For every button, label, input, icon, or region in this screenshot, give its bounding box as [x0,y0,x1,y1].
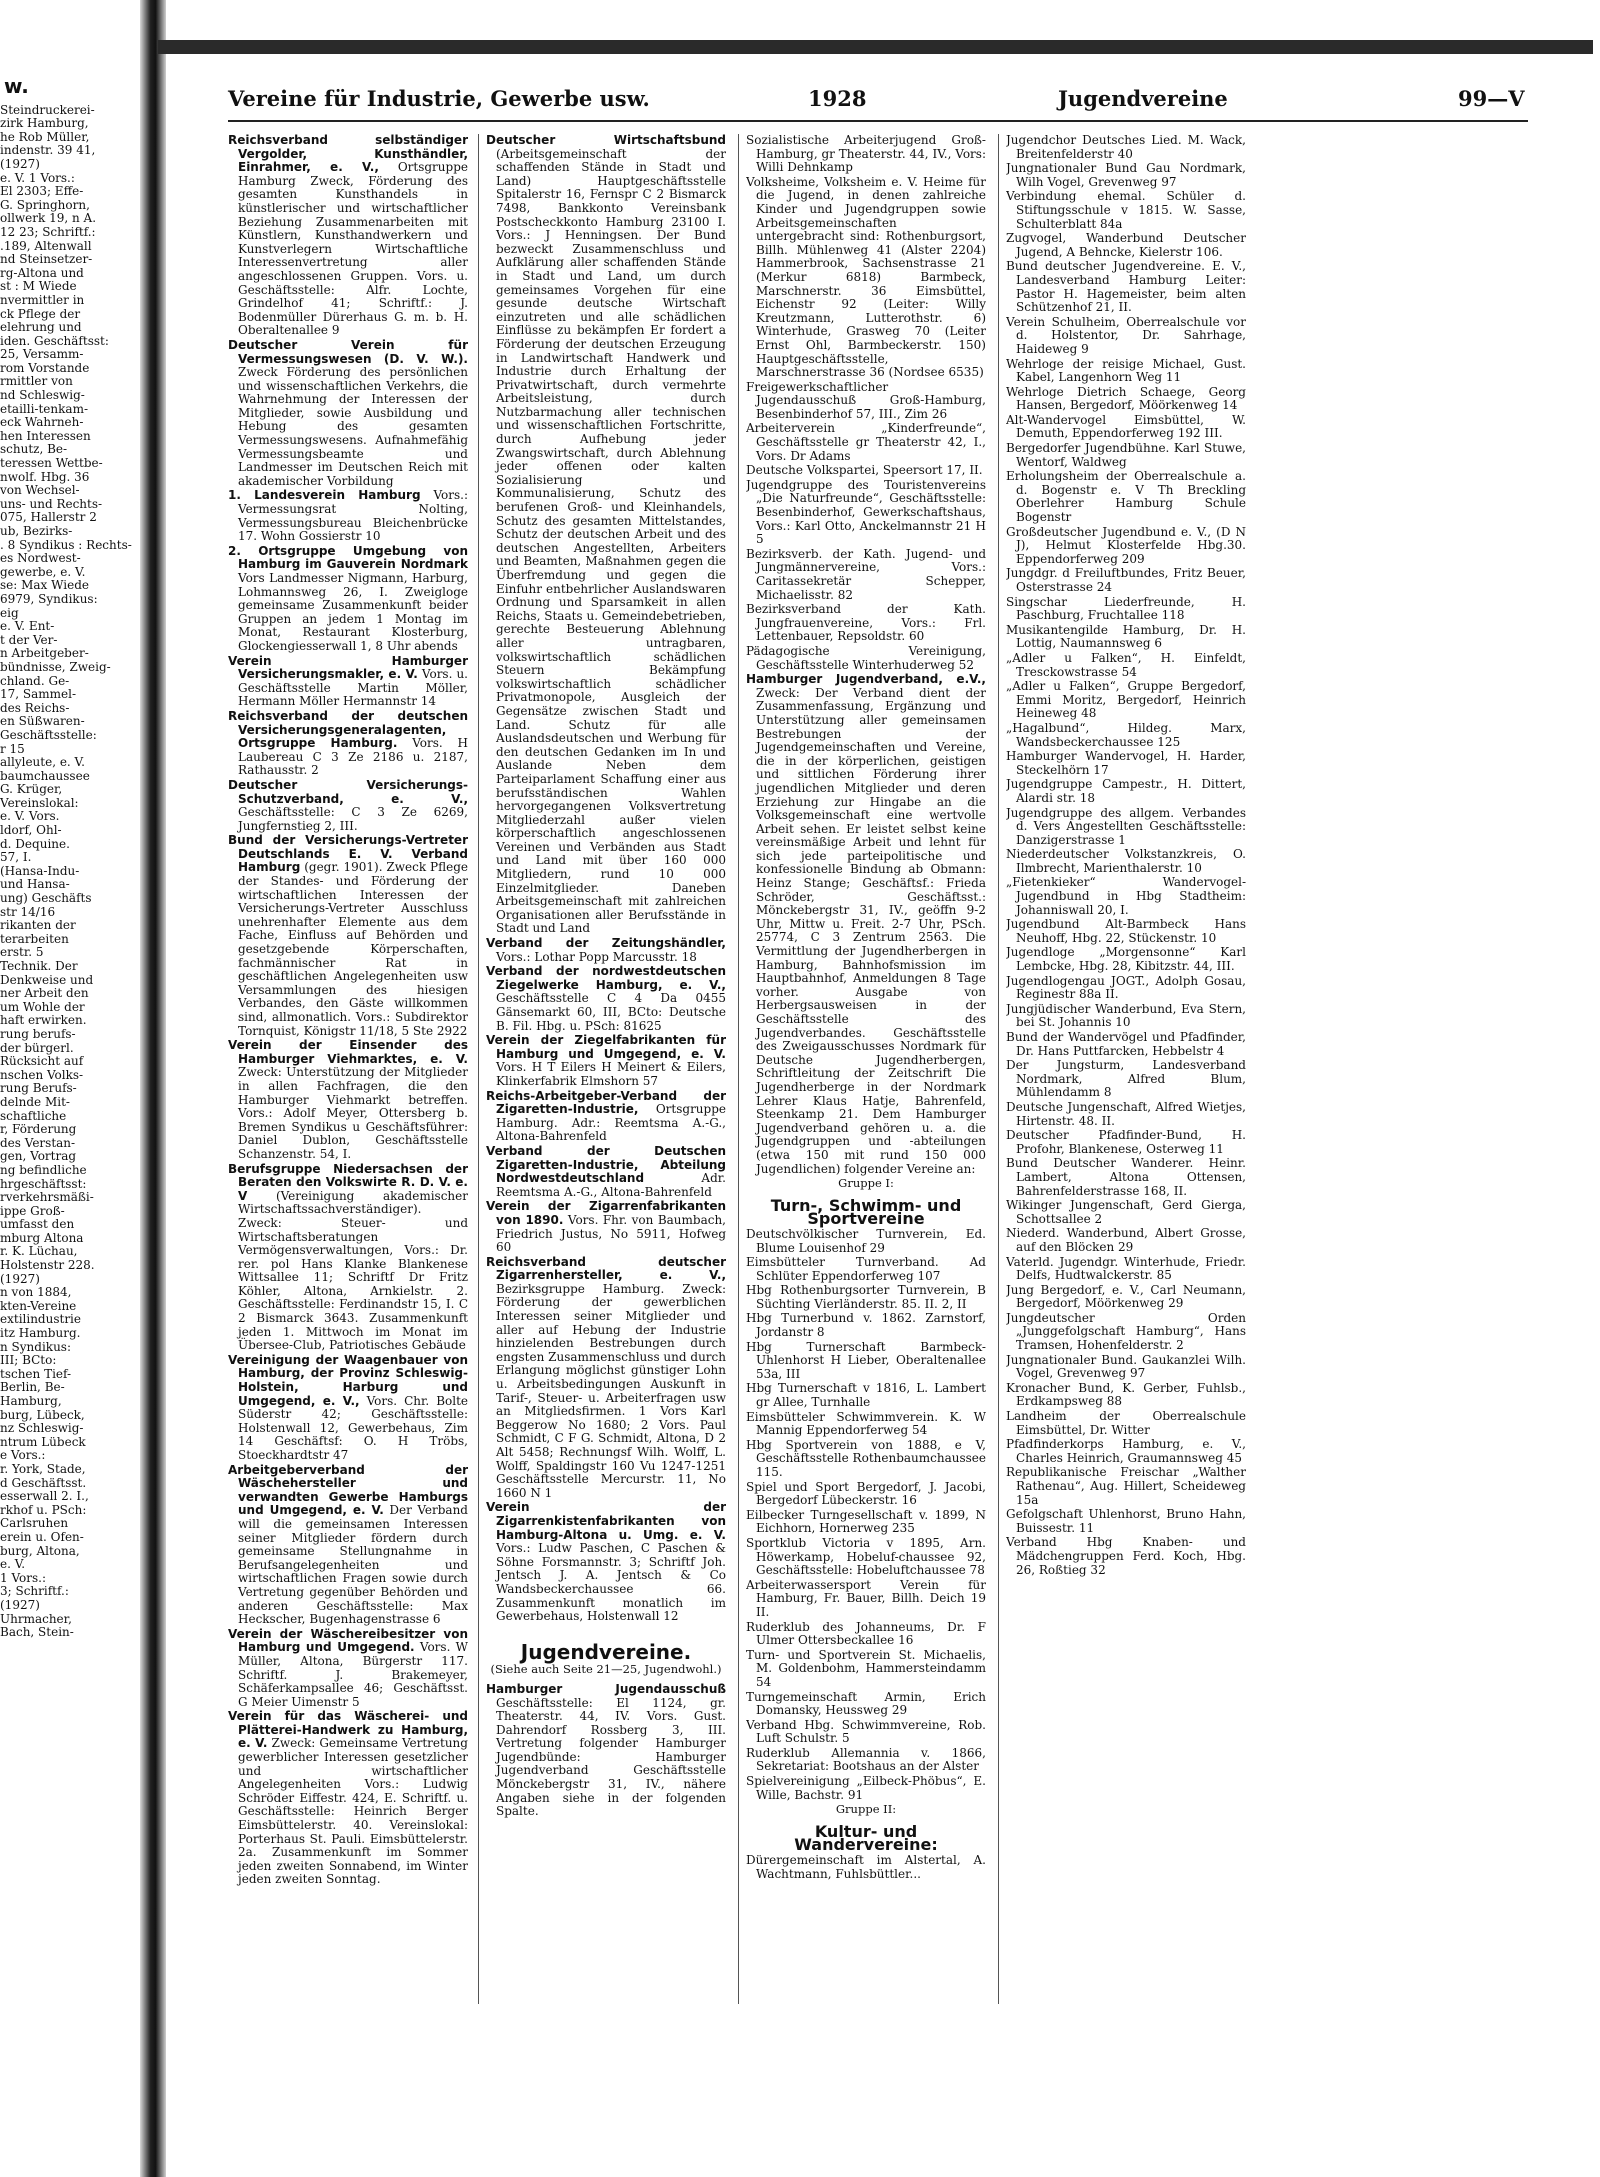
directory-entry: Gefolgschaft Uhlenhorst, Bruno Hahn, Buissestr. 11 [1006,1507,1246,1535]
previous-page-line: rom Vorstande [0,360,90,375]
directory-entry: Landheim der Oberrealschule Eimsbüttel, Dr. Witter [1006,1409,1246,1437]
previous-page-line: ippe Groß- [0,1203,65,1218]
previous-page-line: schaftliche [0,1108,67,1123]
entry-name: Verein der Zigarrenfabrikanten von 1890. [486,1199,726,1227]
previous-page-line: rikanten der [0,918,76,933]
column-2 [486,134,726,2014]
column-3 [746,134,986,2014]
previous-page-line: es Nordwest- [0,551,81,566]
directory-entry [228,655,468,709]
entry-name: 1. Landesverein Hamburg [228,488,421,503]
previous-page-line: der bürgerl. [0,1040,74,1055]
previous-page-line: baumchaussee [0,768,90,783]
previous-page-line: e. V. Vors. [0,809,60,824]
previous-page-line: bündnisse, Zweig- [0,659,111,674]
entry-text: Vors. u. Geschäftsstelle Martin Möller, Hermann Möller Hermannstr 14 [238,667,468,709]
directory-entry [486,1501,726,1623]
previous-page-line: (1927) [0,1597,40,1612]
previous-page-line: umfasst den [0,1217,75,1232]
directory-entry: Arbeiterwassersport Verein für Hamburg, Fr. Bauer, Billh. Deich 19 II. [746,1577,986,1619]
previous-page-line: teressen Wettbe- [0,456,103,471]
previous-page-line: von Wechsel- [0,483,80,498]
previous-page-line: d. Dequine. [0,836,70,851]
section-title: Jugendvereine. [520,1639,692,1664]
previous-page-line: Geschäftsstelle: [0,727,97,742]
directory-entry: Großdeutscher Jugendbund e. V., (D N J), Helmut Klosterfelde Hbg.30. Eppendorferweg 209 [1006,524,1246,566]
previous-page-line: nwolf. Hbg. 36 [0,469,90,484]
directory-entry: Singschar Liederfreunde, H. Paschburg, Fruchtallee 118 [1006,594,1246,623]
directory-entry: Verband Hbg Knaben- und Mädchengruppen Ferd. Koch, Hbg. 26, Roßtieg 32 [1006,1535,1246,1577]
entry-text: Vors.: Ludw Paschen, C Paschen & Söhne Forsmannstr. 3; Schriftf Joh. Jentsch J. A. Jentsch & Co Wandsbeckerchaussee 66. Zusammenkunft monatlich im Gewerbehaus, Holstenwall 12 [496,1541,726,1624]
directory-entry: Kronacher Bund, K. Gerber, Fuhlsb., Erdkampsweg 88 [1006,1380,1246,1409]
directory-entry [746,645,986,672]
previous-page-line: nvermittler in [0,292,85,307]
previous-page-line: zirk Hamburg, [0,116,89,131]
previous-page-line: Vereinslokal: [0,795,79,810]
entry-name: Verein der Einsender des Hamburger Viehmarktes, e. V. [228,1038,468,1066]
entry-name: Reichsverband selbständiger Vergolder, Kunsthändler, Einrahmer, e. V., [228,134,468,175]
entry-name: Bund der Versicherungs-Vertreter Deutschlands E. V. Verband Hamburg [228,833,468,875]
directory-entry [486,937,726,964]
directory-entry: Jungjüdischer Wanderbund, Eva Stern, bei St. Johannis 10 [1006,1001,1246,1030]
directory-entry: Eimsbütteler Turnverband. Ad Schlüter Eppendorferweg 107 [746,1255,986,1283]
directory-entry [486,1145,726,1199]
previous-page-line: terarbeiten [0,931,69,946]
directory-entry [486,1090,726,1144]
previous-page-line: delnde Mit- [0,1094,70,1109]
previous-page-line: des Verstan- [0,1135,76,1150]
group-label: Gruppe II: [835,1802,897,1817]
previous-page-line: um Wohle der [0,999,85,1014]
page-header [168,86,1578,120]
directory-entry: Deutsche Jungenschaft, Alfred Wietjes, Hirtenstr. 48. II. [1006,1099,1246,1128]
previous-page-line: iden. Geschäftsst: [0,333,109,348]
previous-page-line: 17, Sammel- [0,687,77,702]
directory-entry [228,545,468,654]
previous-page-line: r. York, Stade, [0,1461,86,1476]
previous-page-line: e. V. Ent- [0,619,55,634]
directory-entry: Spielvereinigung „Eilbeck-Phöbus“, E. Wille, Bachstr. 91 [746,1774,986,1802]
directory-entry [228,1710,468,1887]
directory-entry: Bund der Wandervögel und Pfadfinder, Dr. Hans Puttfarcken, Hebbelstr 4 [1006,1030,1246,1058]
previous-page-line: allyleute, e. V. [0,755,85,770]
entry-name: Verband der Zeitungshändler, [486,936,726,951]
entry-text: Zweck: Der Verband dient der Zusammenfassung, Ergänzung und Unterstützung aller gemeinsamen Bestrebungen der Jugendgemeinschaften und Vereine, die in der körperlichen, geistigen und sittlichen Förderung ihrer jugendlichen Mitglieder und deren Erziehung zur Hingabe an die Volksgemeinschaft eine wertvolle Arbeit sehen. Er leistet selbst keine vereinsmäßige Arbeit und lehnt für sich jede parteipolitische und konfessionelle Bindung ab Obmann: Heinz Stange; Geschäftsf.: Frieda Schröder, Geschäftsst.: Mönckebergstr 31, IV., geöffn 9-2 Uhr, Mittw u. Freit. 2-7 Uhr, PSch. 25774, C 3 Zentrum 2563. Die Vermittlung der Jugendherbergen in Hamburg, Bahnhofsmission im Hauptbahnhof, Anmeldungen 8 Tage vorher. Ausgabe von Herbergsausweisen in der Geschäftsstelle des Jugendverbandes. Geschäftsstelle des Zweigausschusses Nordmark für Deutsche Jugendherbergen, Schriftleitung der Zeitschrift Die Jugendherberge in der Nordmark Lehrer Klaus Hatje, Bahrenfeld, Steenkamp 21. Dem Hamburger Jugendverband gehören u. a. die Jugendgruppen und -abteilungen (etwa 150 mit rund 150 000 Jugendlichen) folgender Vereine an: [756,685,986,1176]
entry-name: Reichs-Arbeitgeber-Verband der Zigaretten-Industrie, [486,1088,726,1117]
directory-entry: Jung Bergedorf, e. V., Carl Neumann, Bergedorf, Möörkenweg 29 [1006,1282,1246,1311]
directory-entry [746,479,986,547]
entry-name: Hamburger Jugendausschuß [486,1681,726,1696]
previous-page-line: 57, I. [0,850,32,865]
previous-page-text [0,60,142,1640]
entry-name: Verein Hamburger Versicherungsmakler, e. V. [228,653,468,682]
directory-entry: Wikinger Jungenschaft, Gerd Gierga, Schottsallee 2 [1006,1198,1246,1226]
group-title: Kultur- und Wandervereine: [794,1821,938,1855]
previous-page-line: st : M Wiede [0,279,77,294]
group-title: Turn-, Schwimm- und Sportvereine [770,1195,962,1229]
entry-name: Reichsverband der deutschen Versicherungsgeneralagenten, Ortsgruppe Hamburg. [228,708,468,751]
header-running-title: Jugendvereine [1058,86,1228,111]
directory-entry: Jungnationaler Bund. Gaukanzlei Wilh. Vogel, Grevenweg 97 [1006,1352,1246,1381]
previous-page-line: ldorf, Ohl- [0,823,62,838]
previous-page-line: III; BCto: [0,1353,57,1368]
directory-entry: Jungdgr. d Freiluftbundes, Fritz Beuer, Osterstrasse 24 [1006,566,1246,594]
directory-entry [228,1039,468,1161]
entry-text: Bezirksverband der Kath. Jungfrauenvereine, Vors.: Frl. Lettenbauer, Repsoldstr. 60 [746,602,986,644]
directory-entry: Wehrloge der reisige Michael, Gust. Kabel, Langenhorn Weg 11 [1006,356,1246,385]
previous-page-line: und Hansa- [0,877,70,892]
previous-page-line: r 15 [0,741,25,756]
previous-page-line: 075, Hallerstr 2 [0,510,97,525]
previous-page-line: .189, Altenwall [0,238,92,253]
previous-page-line: tschen Tief- [0,1366,72,1381]
directory-entry [746,381,986,422]
previous-page-line: 3; Schriftf.: [0,1584,69,1599]
entry-text: Deutsche Volkspartei, Speersort 17, II. [746,463,983,478]
directory-entry: Jugendgruppe Campestr., H. Dittert, Alardi str. 18 [1006,777,1246,805]
book-gutter [140,0,166,2177]
previous-page-line: rkhof u. PSch: [0,1502,87,1517]
entry-text: Vors. W Müller, Altona, Bürgerstr 117. Schriftf. J. Brakemeyer, Schäferkampsallee 46; Geschäftsst. G Meier Uimenstr 5 [238,1640,468,1709]
previous-page-line: r. K. Lüchau, [0,1244,78,1259]
directory-entry: Vaterld. Jugendgr. Winterhude, Friedr. Delfs, Hudtwalckerstr. 85 [1006,1254,1246,1283]
directory-entry: Turngemeinschaft Armin, Erich Domansky, Heussweg 29 [746,1689,986,1718]
entry-text: Ortsgruppe Hamburg Zweck, Förderung des gesamten Kunsthandels in künstlerischer und wirtschaftlicher Beziehung Zusammenarbeiten mit Künstlern, Kunsthandwerkern und Kunstverlegern Wirtschaftliche Interessenvertretung aller angeschlossenen Gruppen. Vors. u. Geschäftsstelle: Alfr. Lochte, Grindelhof 41; Schriftf.: J. Bodenmüller Dürerhaus G. m. b. H. Oberaltenallee 9 [238,160,468,338]
previous-page-line: uns- und Rechts- [0,496,103,511]
entry-text: Arbeiterverein „Kinderfreunde“, Geschäftsstelle gr Theaterstr 42, I., Vors. Dr Adams [746,421,986,463]
previous-page-line: en Süßwaren- [0,714,85,729]
previous-page-line: mburg Altona [0,1230,84,1245]
directory-entry: Jugendlogengau JOGT., Adolph Gosau, Reginestr 88a II. [1006,973,1246,1002]
previous-page-line: rung Berufs- [0,1081,77,1096]
directory-entry: Eimsbütteler Schwimmverein. K. W Mannig Eppendorferweg 54 [746,1409,986,1438]
directory-entry: Bund deutscher Jugendvereine. E. V., Landesverband Hamburg Leiter: Pastor H. Hagemeister, beim alten Schützenhof 21, II. [1006,259,1246,315]
header-rule [228,120,1528,122]
previous-page-line: nschen Volks- [0,1067,84,1082]
previous-page-line: nd Steinsetzer- [0,252,93,267]
previous-page-line: n Arbeitgeber- [0,646,89,661]
entry-name: Verein für das Wäscherei- und Plätterei-Handwerk zu Hamburg, e. V. [228,1709,468,1751]
directory-entry: Hbg Turnerschaft Barmbeck-Uhlenhorst H Lieber, Oberaltenallee 53a, III [746,1339,986,1381]
section-subtitle: (Siehe auch Seite 21—25, Jugendwohl.) [490,1662,722,1677]
directory-entry: Bund Deutscher Wanderer. Heinr. Lambert, Altona Ottensen, Bahrenfelderstrasse 168, II. [1006,1156,1246,1198]
previous-page-line: Bach, Stein- [0,1625,74,1640]
previous-page-fragment [0,60,142,2120]
directory-entry: Pfadfinderkorps Hamburg, e. V., Charles Heinrich, Graumannsweg 45 [1006,1437,1246,1465]
directory-entry: Musikantengilde Hamburg, Dr. H. Lottig, Naumannsweg 6 [1006,622,1246,651]
entry-text: (gegr. 1901). Zweck Pflege der Standes- und Förderung der wirtschaftlichen Interessen der Versicherungs-Vertreter Ausschluss unehrenhafter Elemente aus dem Fache, Einfluss auf Behörden und gesetzgebende Körperschaften, fachmännischer Rat in geschäftlichen Angelegenheiten usw Versammlungen des hiesigen Verbandes, den Gäste willkommen sind, allmonatlich. Vors.: Subdirektor Tornquist, Königstr 11/18, 5 Ste 2922 [238,860,468,1038]
directory-entry: Sportklub Victoria v 1895, Arn. Höwerkamp, Hobeluf-chaussee 92, Geschäftsstelle: Hobeluftchaussee 78 [746,1535,986,1578]
previous-page-line: indenstr. 39 41, [0,143,96,158]
entry-name: Verein der Zigarrenkistenfabrikanten von Hamburg-Altona u. Umg. e. V. [486,1500,726,1542]
previous-page-line: Denkweise und [0,972,94,987]
directory-entry: Wehrloge Dietrich Schaege, Georg Hansen, Bergedorf, Möörkenweg 14 [1006,384,1246,413]
previous-page-line: ung) Geschäfts [0,891,92,906]
directory-entry [486,1683,726,1819]
entry-text: Sozialistische Arbeiterjugend Groß-Hamburg, gr Theaterstr. 44, IV., Vors: Willi Dehnkamp [746,134,986,175]
entry-text: Vors.: Vermessungsrat Nolting, Vermessungsbureau Bleichenbrücke 17. Wohn Gossierstr 10 [238,488,468,544]
column-divider [738,134,739,2004]
previous-page-line: kten-Vereine [0,1298,77,1313]
previous-page-header: w. [4,74,29,98]
directory-entry: Jugendchor Deutsches Lied. M. Wack, Breitenfelderstr 40 [1006,134,1246,161]
directory-entry: Deutscher Pfadfinder-Bund, H. Profohr, Blankenese, Osterweg 11 [1006,1128,1246,1156]
group-label: Gruppe I: [838,1176,894,1191]
directory-entry: Hbg Turnerschaft v 1816, L. Lambert gr Allee, Turnhalle [746,1381,986,1410]
directory-entry: Niederd. Wanderbund, Albert Grosse, auf den Blöcken 29 [1006,1226,1246,1254]
previous-page-line: ntrum Lübeck [0,1434,86,1449]
entry-text: Vors. H T Eilers H Meinert & Eilers, Klinkerfabrik Elmshorn 57 [496,1060,726,1088]
previous-page-line: hen Interessen [0,428,91,443]
directory-entry: Jungdeutscher Orden „Junggefolgschaft Hamburg“, Hans Tramsen, Hohenfelderstr. 2 [1006,1310,1246,1353]
entry-text: Geschäftsstelle: C 3 Ze 6269, Jungfernstieg 2, III. [238,805,468,833]
directory-entry [228,1354,468,1463]
previous-page-line: etailli-tenkam- [0,401,88,416]
directory-entry: Spiel und Sport Bergedorf, J. Jacobi, Bergedorf Lübeckerstr. 16 [746,1479,986,1508]
previous-page-line: gewerbe, e. V. [0,564,86,579]
previous-page-line: Berlin, Be- [0,1380,65,1395]
previous-page-line: esserwall 2. I., [0,1489,89,1504]
entry-text: Vors. H Laubereau C 3 Ze 2186 u. 2187, Rathausstr. 2 [238,736,468,778]
directory-entry: Verbindung ehemal. Schüler d. Stiftungsschule v 1815. W. Sasse, Schulterblatt 84a [1006,189,1246,231]
entry-name: Berufsgruppe Niedersachsen der Beraten den Volkswirte R. D. V. e. V [228,1161,468,1203]
previous-page-line: eig [0,605,19,620]
header-section-title: Vereine für Industrie, Gewerbe usw. [228,86,650,111]
entry-text: Geschäftsstelle: El 1124, gr. Theaterstr. 44, IV. Vors. Gust. Dahrendorf Rossberg 3, III. Vertretung folgender Hamburger Jugendbünde: Hamburger Jugendverband Geschäftsstelle Mönckebergstr 31, IV., nähere Angaben siehe in der folgenden Spalte. [496,1695,726,1819]
previous-page-line: itz Hamburg. [0,1326,81,1341]
previous-page-line: haft erwirken. [0,1013,87,1028]
entry-name: Verband der Deutschen Zigaretten-Industrie, Abteilung Nordwestdeutschland [486,1143,726,1186]
previous-page-line: rg-Altona und [0,265,84,280]
entry-text: Bezirksgruppe Hamburg. Zweck: Förderung der gewerblichen Interessen seiner Mitglieder und aller auf Hebung der Industrie hinzielenden Bestrebungen durch engsten Zusammenschluss und durch Erlangung möglichst günstiger Lohn u. Arbeitsbedingungen Auskunft in Tarif-, Steuer- u. Arbeiterfragen usw an Mitgliedsfirmen. 1 Vors Karl Beggerow No 1680; 2 Vors. Paul Schmidt, C F G. Schmidt, Altona, D 2 Alt 5458; Rechnungsf Wilh. Wolff, L. Wolff, Spaldingstr 160 Vu 1247-1251 Geschäftsstelle Mercurstr. 11, No 1660 N 1 [496,1281,726,1500]
directory-entry: Zugvogel, Wanderbund Deutscher Jugend, A Behncke, Kielerstr 106. [1006,231,1246,259]
previous-page-line: n von 1884, [0,1285,72,1300]
previous-page-line: hrgeschäftsst: [0,1176,87,1191]
directory-entry [746,548,986,602]
previous-page-line: des Reichs- [0,700,70,715]
previous-page-line: ner Arbeit den [0,986,89,1001]
previous-page-line: r, Förderung [0,1122,77,1137]
previous-page-line: d Geschäftsst. [0,1475,87,1490]
entry-name: Deutscher Wirtschaftsbund [486,134,726,147]
entry-text: Der Verband will die gemeinsamen Interessen seiner Mitglieder fördern durch gemeinsame Stellungnahme in Berufsangelegenheiten und wirtschaftlichen Fragen sowie durch Vertretung gegenüber Behörden und anderen Geschäftsstelle: Max Heckscher, Bugenhagenstrasse 6 [238,1503,468,1627]
previous-page-line: (Hansa-Indu- [0,863,80,878]
previous-page-line: schutz, Be- [0,442,68,457]
directory-entry: Republikanische Freischar „Walther Rathenau“, Aug. Hillert, Scheideweg 15a [1006,1465,1246,1507]
directory-entry [486,1256,726,1501]
entry-text: Vors. Chr. Bolte Süderstr 42; Geschäftsstelle: Holstenwall 12, Gewerbehaus, Zim 14 Geschäftsf: O. H Tröbs, Stoeckhardtstr 47 [238,1393,468,1462]
directory-entry [486,1200,726,1254]
directory-entry [228,710,468,778]
directory-entry: Hamburger Wandervogel, H. Harder, Steckelhörn 17 [1006,749,1246,777]
entry-text: Pädagogische Vereinigung, Geschäftsstelle Winterhuderweg 52 [746,643,986,672]
directory-entry: Verein Schulheim, Oberrealschule vor d. Holstentor, Dr. Sahrhage, Haideweg 9 [1006,314,1246,356]
previous-page-line: 6979, Syndikus: [0,591,98,606]
previous-page-line: (1927) [0,1271,40,1286]
previous-page-line: ollwerk 19, n A. [0,211,97,226]
directory-entry: Ruderklub Allemannia v. 1866, Sekretariat: Bootshaus an der Alster [746,1745,986,1774]
directory-entry: Turn- und Sportverein St. Michaelis, M. Goldenbohm, Hammersteindamm 54 [746,1647,986,1689]
entry-text: (Vereinigung akademischer Wirtschaftssachverständiger). Zweck: Steuer- und Wirtschaftsberatungen Vermögensverwaltungen, Vors.: Dr. rer. pol Hans Klanke Blankenese Wittsallee 11; Schriftf Dr Fritz Köhler, Altona, Arnkielstr. 2. Geschäftsstelle: Ferdinandstr 15, I. C 2 Bismarck 3643. Zusammenkunft jeden 1. Mittwoch im Monat im Übersee-Club, Patriotisches Gebäude [238,1188,468,1353]
directory-entry: Eilbecker Turngesellschaft v. 1899, N Eichhorn, Hornerweg 235 [746,1507,986,1536]
previous-page-line: ck Pflege der [0,306,81,321]
previous-page-line: Rücksicht auf [0,1054,84,1069]
previous-page-line: nd Schleswig- [0,388,85,403]
entry-text: Geschäftsstelle C 4 Da 0455 Gänsemarkt 60, III, BCto: Deutsche B. Fil. Hbg. u. PSch: 81625 [496,991,726,1033]
previous-page-line: Hamburg, [0,1394,62,1408]
directory-entry: Hbg Sportverein von 1888, e V, Geschäftsstelle Rothenbaumchaussee 115. [746,1437,986,1479]
previous-page-line: Holstenstr 228. [0,1258,95,1273]
directory-entry [228,834,468,1038]
previous-page-line: ng befindliche [0,1162,87,1177]
directory-entry: Jugendbund Alt-Barmbeck Hans Neuhoff, Hbg. 22, Stückenstr. 10 [1006,917,1246,945]
previous-page-line: 25, Versamm- [0,347,84,362]
main-page [168,58,1578,2138]
directory-entry [228,339,468,489]
directory-entry [228,1628,468,1710]
directory-entry: Alt-Wandervogel Eimsbüttel, W. Demuth, Eppendorferweg 192 III. [1006,412,1246,441]
previous-page-line: erstr. 5 [0,945,44,960]
previous-page-line: rverkehrsmäßi- [0,1190,94,1205]
previous-page-line: rung berufs- [0,1026,76,1041]
previous-page-line: nz Schleswig- [0,1421,84,1436]
directory-entry: „Adler u Falken“, H. Einfeldt, Tresckowstrasse 54 [1006,650,1246,679]
column-divider [998,134,999,2004]
previous-page-line: extilindustrie [0,1312,81,1327]
entry-name: Deutscher Versicherungs-Schutzverband, e. V., [228,777,468,806]
entry-name: Deutscher Verein für Vermessungswesen (D. V. W.). [228,337,468,366]
previous-page-line: eck Wahrneh- [0,415,84,430]
previous-page-line: se: Max Wiede [0,578,89,593]
previous-page-line: he Rob Müller, [0,129,90,144]
directory-entry [228,1163,468,1353]
entry-text: Adr. Reemtsma A.-G., Altona-Bahrenfeld [496,1171,726,1199]
previous-page-line: n Syndikus: [0,1339,71,1354]
entry-text: Vors Landmesser Nigmann, Harburg, Lohmannsweg 26, I. Zweigloge gemeinsame Zusammenkunft beider Gruppen an jedem 1 Montag im Monat, Restaurant Klosterburg, Glockengiesserwall 1, 8 Uhr abends [238,571,468,653]
directory-entry: Der Jungsturm, Landesverband Nordmark, Alfred Blum, Mühlendamm 8 [1006,1058,1246,1100]
column-1 [228,134,468,2014]
entry-text: (Arbeitsgemeinschaft der schaffenden Stände in Stadt und Land) Hauptgeschäftsstelle Spitalerstr 16, Fernspr C 2 Bismarck 7498, Bankkonto Vereinsbank Postscheckkonto Hamburg 23100 I. Vors.: J Henningsen. Der Bund bezweckt Zusammenschluss und Aufklärung aller schaffenden Stände in Stadt und Land, um durch gemeinsames Vorgehen für eine gesunde deutsche Wirtschaft einzutreten und alle schädlichen Einflüsse zu bekämpfen Er fordert a Förderung der deutschen Erzeugung in Landwirtschaft Handwerk und Industrie durch Erhaltung der Privatwirtschaft, durch vermehrte Arbeitsleistung, durch Nutzbarmachung aller technischen und wissenschaftlichen Fortschritte, durch Aufhebung jeder Zwangswirtschaft, durch Ablehnung jeder offenen oder kalten Sozialisierung und Kommunalisierung, Schutz des berufenen Groß- und Kleinhandels, Schutz des gesamten Mittelstandes, Schutz der deutschen Arbeit und des deutschen Angestellten, Arbeiters und Beamten, Maßnahmen gegen die Überfremdung und gegen die Einfuhr entbehrlicher Auslandswaren Ordnung und Sparsamkeit in allen Reichs, Staats u. Gemeindebetrieben, gerechte Besteuerung Ablehnung aller untragbaren, volkswirtschaftlich schädlichen Steuern Bekämpfung volkswirtschaftlich schädlicher Privatmonopole, Ausgleich der Gegensätze zwischen Stadt und Land. Schutz für alle Auslandsdeutschen und Werbung für den deutschen Gedanken im In und Auslande Neben dem Parteiparlament Schaffung einer aus berufsständischen Wahlen hervorgegangenen Volksvertretung Mitgliederzahl außer vielen körperschaftlich angeschlossenen Vereinen und Verbänden aus Stadt und Land mit über 160 000 Mitgliedern, rund 10 000 Einzelmitglieder. Daneben Arbeitsgemeinschaft mit zahlreichen Organisationen aller Berufsstände in Stadt und Land [496,146,726,936]
entry-name: Reichsverband deutscher Zigarrenhersteller, e. V., [486,1254,726,1283]
previous-page-line: e. V. [0,1557,26,1572]
previous-page-line: burg, Lübeck, [0,1407,85,1422]
directory-entry [228,779,468,833]
previous-page-line: e Vors.: [0,1448,46,1463]
previous-page-line: Steindruckerei- [0,102,95,117]
directory-entry [486,965,726,1033]
previous-page-line: . 8 Syndikus : Rechts- [0,537,132,552]
directory-entry [228,134,468,338]
directory-entry [746,134,986,175]
previous-page-line: e. V. 1 Vors.: [0,170,75,185]
entry-text: Bezirksverb. der Kath. Jugend- und Jungmännervereine, Vors.: Caritassekretär Schepper, Michaelisstr. 82 [746,546,986,602]
entry-text: Ortsgruppe Hamburg. Adr.: Reemtsma A.-G., Altona-Bahrenfeld [496,1102,726,1144]
directory-entry: „Hagalbund“, Hildeg. Marx, Wandsbeckerchaussee 125 [1006,720,1246,749]
previous-page-line: erein u. Ofen- [0,1529,84,1544]
previous-page-line: 1 Vors.: [0,1570,46,1585]
previous-page-line: El 2303; Effe- [0,184,84,199]
directory-entry: Jugendloge „Morgensonne“ Karl Lembcke, Hbg. 28, Kibitzstr. 44, III. [1006,945,1246,974]
previous-page-line: rmittler von [0,374,73,389]
entry-text: Jugendgruppe des Touristenvereins „Die Naturfreunde“, Geschäftsstelle: Besenbinderhof, Gewerkschaftshaus, Vors.: Karl Otto, Anckelmannstr 21 H 5 [746,477,986,547]
previous-page-line: G. Springhorn, [0,197,90,212]
directory-entry [746,422,986,463]
directory-entry: Deutschvölkischer Turnverein, Ed. Blume Louisenhof 29 [746,1226,986,1255]
entry-text: Zweck: Gemeinsame Vertretung gewerblicher Interessen gesetzlicher und wirtschaftlicher Angelegenheiten Vors.: Ludwig Schröder Eiffestr. 424, E. Schriftf. u. Geschäftsstelle: Heinrich Berger Eimsbüttelerstr. 40. Vereinslokal: Porterhaus St. Pauli. Eimsbüttelerstr. 2a. Zusammenkunft im Sommer jeden zweiten Sonnabend, im Winter jeden zweiten Sonntag. [238,1736,468,1887]
previous-page-line: chland. Ge- [0,673,70,688]
previous-page-line: burg, Altona, [0,1543,80,1558]
directory-entry [228,489,468,543]
previous-page-line: Uhrmacher, [0,1611,72,1626]
directory-entry: Erholungsheim der Oberrealschule a. d. Bogenstr e. V Th Breckling Oberlehrer Hamburg Schule Bogenstr [1006,469,1246,525]
directory-entry: „Adler u Falken“, Gruppe Bergedorf, Emmi Moritz, Bergedorf, Heinrich Heineweg 48 [1006,679,1246,721]
directory-entry: Jungnationaler Bund Gau Nordmark, Wilh Vogel, Grevenweg 97 [1006,161,1246,189]
entry-name: Vereinigung der Waagenbauer von Hamburg, der Provinz Schleswig-Holstein, Harburg und Umgegend, e. V., [228,1352,468,1408]
entry-name: 2. Ortsgruppe Umgebung von Hamburg im Gauverein Nordmark [228,543,468,572]
entry-name: Verein der Wäschereibesitzer von Hamburg und Umgegend. [228,1626,468,1655]
entry-text: Vors. Fhr. von Baumbach, Friedrich Justus, No 5911, Hofweg 60 [496,1212,726,1255]
directory-entry [486,134,726,936]
column-divider [478,134,479,2004]
previous-page-line: t der Ver- [0,632,58,647]
previous-page-line: (1927) [0,156,40,171]
directory-entry: Ruderklub des Johanneums, Dr. F Ulmer Ottersbeckallee 16 [746,1619,986,1648]
entry-name: Arbeitgeberverband der Wäschehersteller und verwandten Gewerbe Hamburgs und Umgegend, e. V. [228,1462,468,1518]
directory-entry [746,673,986,1176]
directory-entry: Verband Hbg. Schwimmvereine, Rob. Luft Schulstr. 5 [746,1717,986,1746]
previous-page-line: ub, Bezirks- [0,524,73,538]
entry-name: Hamburger Jugendverband, e.V., [746,672,986,687]
directory-entry [746,464,986,478]
entry-text: Freigewerkschaftlicher Jugendausschuß Groß-Hamburg, Besenbinderhof 57, III., Zim 26 [746,379,986,421]
directory-entry: Jugendgruppe des allgem. Verbandes d. Vers Angestellten Geschäftsstelle: Danzigerstrasse 1 [1006,805,1246,847]
page-top-edge [158,40,1593,54]
directory-entry [486,1034,726,1088]
entry-text: Zweck Förderung des persönlichen und wissenschaftlichen Verkehrs, die Wahrnehmung der Interessen der Mitglieder, sowie Ausbildung und Hebung des gesamten Vermessungswesens. Aufnahmefähig Vermessungsbeamte und Landmesser im Deutschen Reich mit akademischer Vorbildung [238,365,468,488]
previous-page-line: G. Krüger, [0,782,63,797]
entry-text: Zweck: Unterstützung der Mitglieder in allen Fachfragen, die den Hamburger Viehmarkt betreffen. Vors.: Adolf Meyer, Ottersberg b. Bremen Syndikus u Geschäftsführer: Daniel Dublon, Geschäftsstelle Schanzenstr. 54, I. [238,1065,468,1161]
directory-entry: Niederdeutscher Volkstanzkreis, O. Ilmbrecht, Marienthalerstr. 10 [1006,847,1246,875]
directory-entry: „Fietenkieker“ Wandervogel-Jugendbund in Hbg Stadtheim: Johanniswall 20, I. [1006,875,1246,917]
entry-text: Vors.: Lothar Popp Marcusstr. 18 [496,949,697,964]
previous-page-line: 12 23; Schriftf.: [0,224,96,239]
entry-name: Verband der nordwestdeutschen Ziegelwerke Hamburg, e. V., [486,964,726,992]
directory-entry: Dürergemeinschaft im Alstertal, A. Wachtmann, Fuhlsbüttler... [746,1853,986,1881]
previous-page-line: Technik. Der [0,959,78,973]
previous-page-line: gen, Vortrag [0,1149,77,1164]
previous-page-line: elehrung und [0,320,82,335]
directory-entry [746,176,986,380]
entry-text: Volksheime, Volksheim e. V. Heime für die Jugend, in denen zahlreiche Kinder und Jugendgruppen sowie Arbeitsgemeinschaften untergebracht sind: Rothenburgsort, Billh. Mühlenweg 41 (Alster 2204) Hammerbrook, Sachsenstrasse 21 (Merkur 6818) Barmbeck, Marschnerstr. 36 Eimsbüttel, Eichenstr 92 (Leiter: Willy Kreutzmann, Lutterothstr. 6) Winterhude, Grasweg 70 (Leiter Ernst Ohl, Barmbeckerstr. 150) Hauptgeschäftsstelle, Marschnerstrasse 36 (Nordsee 6535) [746,174,986,380]
directory-entry [228,1464,468,1627]
directory-entry: Bergedorfer Jugendbühne. Karl Stuwe, Wentorf, Waldweg [1006,441,1246,469]
previous-page-line: str 14/16 [0,904,56,919]
directory-entry: Hbg Turnerbund v. 1862. Zarnstorf, Jordanstr 8 [746,1311,986,1340]
header-page-number: 99—V [1458,86,1525,111]
entry-name: Verein der Ziegelfabrikanten für Hamburg und Umgegend, e. V. [486,1033,726,1061]
directory-entry [746,603,986,644]
directory-entry: Hbg Rothenburgsorter Turnverein, B Süchting Vierländerstr. 85. II. 2, II [746,1283,986,1311]
previous-page-line: Carlsruhen [0,1516,69,1531]
column-4 [1006,134,1246,2014]
header-year: 1928 [808,86,867,111]
